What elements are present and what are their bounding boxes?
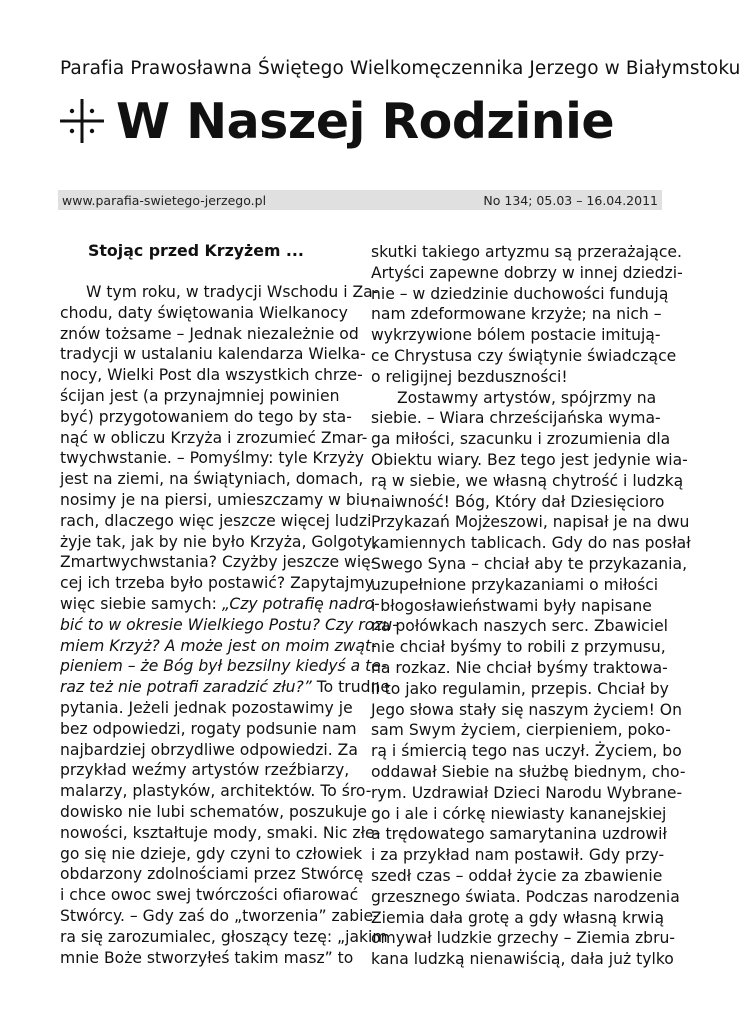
text-line: Artyści zapewne dobrzy w innej dziedzi- bbox=[371, 263, 683, 282]
text-line: ga miłości, szacunku i zrozumienia dla bbox=[371, 430, 671, 449]
info-bar bbox=[58, 190, 662, 210]
text-line: być) przygotowaniem do tego by sta- bbox=[60, 407, 352, 426]
text-line: nąć w obliczu Krzyża i zrozumieć Zmar- bbox=[60, 428, 368, 447]
text-line: malarzy, plastyków, architektów. To śro- bbox=[60, 782, 372, 801]
text-line: o religijnej bezduszności! bbox=[371, 367, 568, 386]
text-line: rą w siebie, we własną chytrość i ludzką bbox=[371, 471, 684, 490]
text-line: najbardziej obrzydliwe odpowiedzi. Za bbox=[60, 740, 358, 759]
text-line: na połówkach naszych serc. Zbawiciel bbox=[371, 617, 669, 636]
text-line: tradycji w ustalaniu kalendarza Wielka- bbox=[60, 345, 366, 364]
text-line: bez odpowiedzi, rogaty podsunie nam bbox=[60, 719, 357, 738]
text-line: Przykazań Mojżeszowi, napisał je na dwu bbox=[371, 513, 690, 532]
text-line: znów tożsame – Jednak niezależnie od bbox=[60, 324, 359, 343]
text-line: nie – w dziedzinie duchowości fundują bbox=[371, 284, 669, 303]
text-line: jest na ziemi, na świątyniach, domach, bbox=[60, 470, 364, 489]
text-line: miem Krzyż? A może jest on moim zwąt- bbox=[60, 636, 377, 655]
text-line: twychwstanie. – Pomyślmy: tyle Krzyży bbox=[60, 449, 365, 468]
text-line: grzesznego świata. Podczas narodzenia bbox=[371, 887, 680, 906]
text-line: bić to w okresie Wielkiego Postu? Czy rozu- bbox=[60, 615, 398, 634]
masthead bbox=[58, 88, 614, 154]
parish-name: Parafia Prawosławna Świętego Wielkomęczennika Jerzego w Białymstoku bbox=[60, 58, 740, 79]
text-line: omywał ludzkie grzechy – Ziemia zbru- bbox=[371, 929, 676, 948]
text-line: i błogosławieństwami były napisane bbox=[371, 596, 652, 615]
text-line: go i ale i córkę niewiasty kananejskiej bbox=[371, 804, 667, 823]
text-line: nosimy je na piersi, umieszczamy w biu- bbox=[60, 490, 376, 509]
text-line: dowisko nie lubi schematów, poszukuje bbox=[60, 802, 368, 821]
text-line: cej ich trzeba było postawić? Zapytajmy bbox=[60, 574, 374, 593]
text-line: uzupełnione przykazaniami o miłości bbox=[371, 575, 659, 594]
text-line: ścijan jest (a przynajmniej powinien bbox=[60, 386, 340, 405]
article-text-left bbox=[60, 282, 398, 968]
orthodox-cross-icon bbox=[58, 97, 106, 145]
text-line: Jego słowa stały się naszym życiem! On bbox=[371, 700, 682, 719]
text-line: skutki takiego artyzmu są przerażające. bbox=[371, 243, 682, 261]
text-line: naiwność! Bóg, Który dał Dziesięcioro bbox=[371, 492, 665, 511]
text-line: Ziemia dała grotę a gdy własną krwią bbox=[371, 908, 665, 927]
article-heading: Stojąc przed Krzyżem ... bbox=[88, 241, 304, 260]
text-line: i chce owoc swej twórczości ofiarować bbox=[60, 886, 359, 905]
text-line: Zmartwychwstania? Czyżby jeszcze wię- bbox=[60, 553, 377, 572]
text-line: rą i śmiercią tego nas uczył. Życiem, bo bbox=[371, 742, 682, 761]
text-line: nie chciał byśmy to robili z przymusu, bbox=[371, 638, 666, 657]
text-line: Stwórcy. – Gdy zaś do „tworzenia” zabie- bbox=[60, 906, 379, 925]
text-line: a trędowatego samarytanina uzdrowił bbox=[371, 825, 667, 844]
text-line: nocy, Wielki Post dla wszystkich chrze- bbox=[60, 366, 363, 385]
text-line: chodu, daty świętowania Wielkanocy bbox=[60, 303, 348, 322]
text-line: szedł czas – oddał życie za zbawienie bbox=[371, 866, 663, 885]
text-line: kamiennych tablicach. Gdy do nas posłał bbox=[371, 534, 691, 553]
text-line: rach, dlaczego więc jeszcze więcej ludzi bbox=[60, 511, 372, 530]
text-line: mnie Boże stworzyłeś takim masz” to bbox=[60, 948, 354, 967]
text-line: Zostawmy artystów, spójrzmy na bbox=[397, 388, 657, 407]
text-line: li to jako regulamin, przepis. Chciał by bbox=[371, 679, 669, 698]
text-line: kana ludzką nienawiścią, dała już tylko bbox=[371, 950, 674, 969]
text-line: rym. Uzdrawiał Dzieci Narodu Wybrane- bbox=[371, 783, 683, 802]
article-text-right bbox=[371, 242, 691, 970]
text-line: pieniem – że Bóg był bezsilny kiedyś a te- bbox=[60, 657, 387, 676]
text-line: W tym roku, w tradycji Wschodu i Za- bbox=[86, 283, 379, 301]
text-line: Obiektu wiary. Bez tego jest jedynie wia- bbox=[371, 450, 688, 469]
text-line: więc siebie samych: „Czy potrafię nadro- bbox=[60, 594, 380, 613]
text-line: oddawał Siebie na służbę biednym, cho- bbox=[371, 762, 686, 781]
text-line: pytania. Jeżeli jednak pozostawimy je bbox=[60, 698, 353, 717]
text-line: przykład weźmy artystów rzeźbiarzy, bbox=[60, 761, 350, 780]
newsletter-title: W Naszej Rodzinie bbox=[116, 92, 615, 150]
website-url: www.parafia-swietego-jerzego.pl bbox=[62, 192, 267, 208]
article-column-right bbox=[371, 242, 691, 970]
text-line: na rozkaz. Nie chciał byśmy traktowa- bbox=[371, 658, 668, 677]
text-line: i za przykład nam postawił. Gdy przy- bbox=[371, 846, 665, 865]
text-line: go się nie dzieje, gdy czyni to człowiek bbox=[60, 844, 363, 863]
text-line: Swego Syna – chciał aby te przykazania, bbox=[371, 554, 688, 573]
text-line: ce Chrystusa czy świątynie świadczące bbox=[371, 346, 677, 365]
text-line: sam Swym życiem, cierpieniem, poko- bbox=[371, 721, 671, 740]
text-line: raz też nie potrafi zaradzić złu?” To trudne bbox=[60, 678, 390, 697]
text-line: nowości, kształtuje mody, smaki. Nic złe- bbox=[60, 823, 381, 842]
text-line: siebie. – Wiara chrześcijańska wyma- bbox=[371, 409, 661, 428]
text-line: nam zdeformowane krzyże; na nich – bbox=[371, 305, 662, 324]
text-line: żyje tak, jak by nie było Krzyża, Golgoty, bbox=[60, 532, 378, 551]
text-line: obdarzony zdolnościami przez Stwórcę bbox=[60, 865, 364, 884]
issue-number: No 134; 05.03 – 16.04.2011 bbox=[483, 192, 658, 208]
text-line: ra się zarozumialec, głoszący tezę: „jakim bbox=[60, 927, 388, 946]
text-line: wykrzywione bólem postacie imitują- bbox=[371, 326, 661, 345]
article-column-left bbox=[60, 240, 398, 968]
